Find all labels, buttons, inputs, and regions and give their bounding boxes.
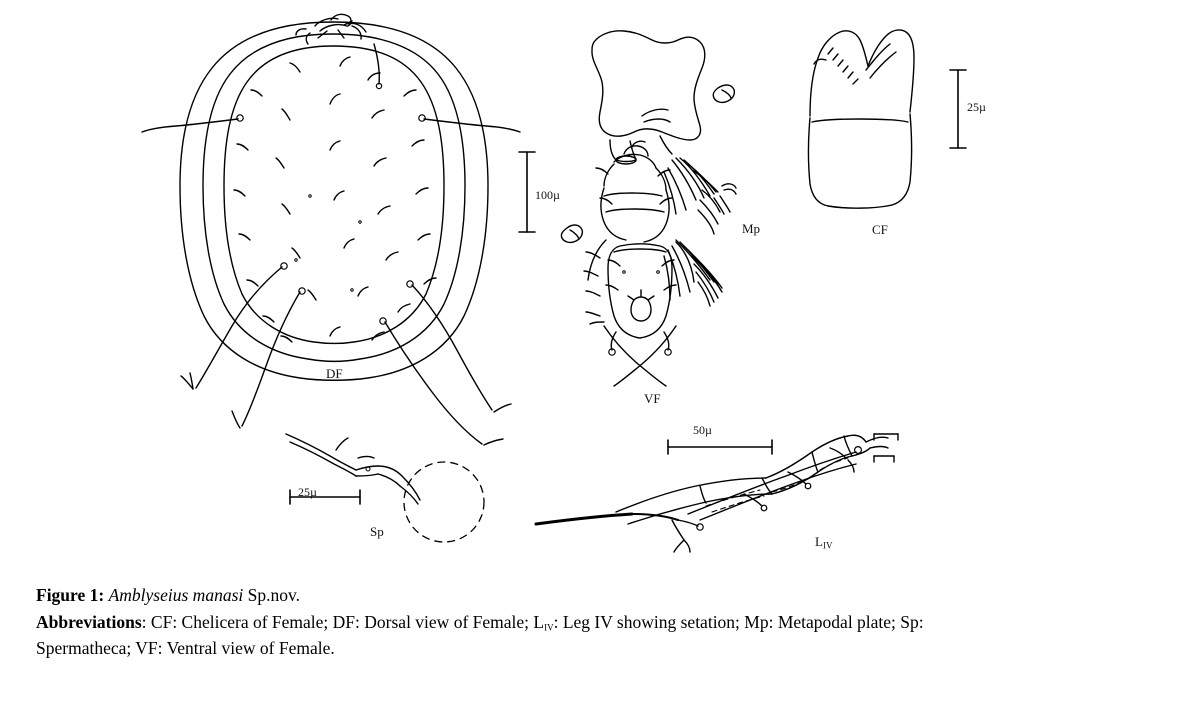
panel-label-leg-iv	[815, 534, 832, 550]
figure-caption	[36, 583, 1156, 661]
panel-label-df: DF	[326, 366, 343, 381]
abbreviations-text-part1: : CF: Chelicera of Female; DF: Dorsal view of Female; L	[141, 612, 545, 633]
species-name: Amblyseius manasi	[108, 585, 244, 605]
panel-label-sp: Sp	[370, 524, 384, 539]
figure-number: Figure 1:	[36, 585, 105, 605]
panel-label-leg-iv-text: L	[815, 534, 823, 549]
abbreviations-text-part2: : Leg IV showing setation; Mp: Metapodal plate; Sp:	[553, 612, 924, 633]
caption-title-line	[36, 583, 1156, 608]
scale-label-sp: 25µ	[298, 485, 317, 499]
scale-label-df: 100µ	[535, 188, 560, 202]
species-suffix: Sp.nov.	[247, 585, 300, 605]
abbreviations-text-part3: Spermatheca; VF: Ventral view of Female.	[36, 637, 335, 658]
scale-label-cf: 25µ	[967, 100, 986, 114]
scale-label-leg-iv: 50µ	[693, 423, 712, 437]
panel-label-leg-iv-subscript: IV	[822, 540, 833, 551]
abbreviations-title: Abbreviations	[36, 612, 142, 633]
caption-abbreviations	[36, 610, 1156, 661]
panel-label-mp: Mp	[742, 221, 761, 236]
abbreviations-subscript: IV	[544, 622, 554, 633]
panel-label-cf: CF	[872, 222, 888, 237]
panel-label-vf: VF	[644, 391, 661, 406]
